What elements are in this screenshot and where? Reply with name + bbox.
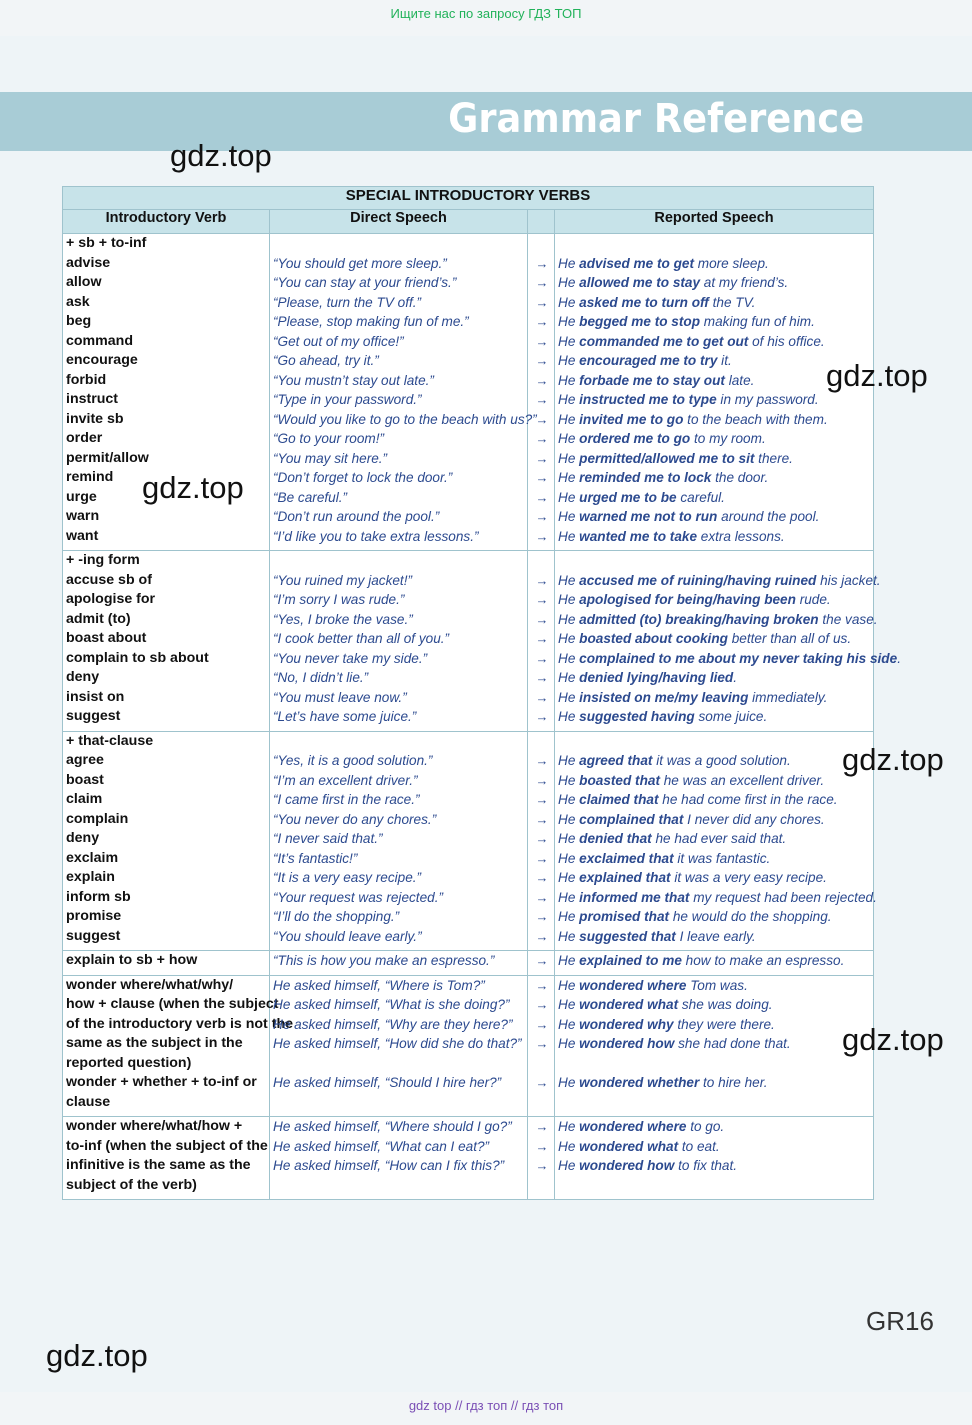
search-hint-link[interactable]: Ищите нас по запросу ГДЗ ТОП [390,6,582,21]
introductory-verb: advise [66,254,111,271]
table-title: SPECIAL INTRODUCTORY VERBS [63,187,874,210]
introductory-verb: deny [66,669,100,685]
reported-speech: He wondered what to eat. [558,1138,720,1154]
banner-title: Grammar Reference [447,96,864,142]
arrow-icon: → [535,689,549,705]
direct-speech: “Go ahead, try it.” [273,353,379,368]
reported-speech: He wondered where Tom was. [558,977,748,993]
arrow-icon: → [535,431,549,446]
reported-speech: He denied lying/having lied. [558,670,738,685]
direct-speech-cell [270,551,528,732]
arrow-icon: → [535,928,549,944]
reported-speech: He asked me to turn off the TV. [558,294,756,310]
arrow-cell [528,551,555,732]
arrow-icon: → [535,489,549,505]
direct-speech: “You never take my side.” [273,650,428,666]
reported-speech: He complained that I never did any chores. [558,811,825,827]
arrow-icon: → [535,592,549,607]
arrow-icon: → [535,831,549,846]
column-header-introductory-verb: Introductory Verb [63,210,270,234]
arrow-icon: → [535,772,549,788]
introductory-verb: order [66,430,103,446]
arrow-icon: → [535,314,549,329]
reported-speech: He informed me that my request had been rejected. [558,889,877,905]
direct-speech: “Get out of my office!” [273,333,404,349]
watermark: gdz.top [170,138,272,173]
table-section-row [63,1117,874,1200]
introductory-verb: suggest [66,927,121,944]
reported-speech: He instructed me to type in my password. [558,392,819,407]
introductory-verb-note: how + clause (when the subject [66,996,279,1012]
introductory-verb: warn [66,508,100,524]
direct-speech-cell [270,731,528,951]
arrow-icon: → [535,611,549,627]
direct-speech: He asked himself, “Why are they here?” [273,1016,513,1032]
arrow-icon: → [535,1138,549,1154]
introductory-verb: apologise for [66,591,156,607]
arrow-icon: → [535,650,549,666]
arrow-icon: → [535,1158,549,1173]
introductory-verb: explain [66,869,115,885]
page-number: GR16 [866,1306,934,1336]
direct-speech: He asked himself, “Should I hire her?” [273,1075,502,1090]
arrow-icon: → [535,392,549,407]
introductory-verb: complain to sb about [66,649,209,666]
direct-speech: “You ruined my jacket!” [273,572,413,588]
reported-speech: He ordered me to go to my room. [558,431,766,446]
direct-speech: “I cook better than all of you.” [273,631,450,646]
introductory-verb: urge [66,488,97,505]
section-heading: + -ing form [66,552,140,568]
introductory-verb: ask [66,293,90,310]
arrow-icon: → [535,275,549,290]
introductory-verb-cell [63,951,270,976]
footer-links[interactable]: gdz top // гдз топ // гдз топ [408,1398,564,1413]
reported-speech: He urged me to be careful. [558,489,725,505]
introductory-verb: beg [66,313,92,329]
watermark: gdz.top [826,358,928,393]
table-section-row [63,975,874,1117]
reported-speech: He suggested having some juice. [558,709,768,724]
watermark: gdz.top [842,742,944,777]
arrow-cell [528,731,555,951]
reported-speech: He explained that it was a very easy recipe. [558,870,827,885]
arrow-icon: → [535,709,549,724]
direct-speech: He asked himself, “How did she do that?” [273,1036,522,1051]
introductory-verb: command [66,332,134,349]
introductory-verb: allow [66,274,102,290]
direct-speech: “Don’t run around the pool.” [273,509,440,524]
reported-speech: He explained to me how to make an espresso. [558,953,845,968]
arrow-cell [528,234,555,551]
reported-speech: He begged me to stop making fun of him. [558,314,815,329]
introductory-verb: agree [66,752,104,768]
introductory-verb-note: of the introductory verb is not the [66,1015,294,1032]
direct-speech: “I’m an excellent driver.” [273,772,418,788]
direct-speech: He asked himself, “Where is Tom?” [273,977,485,993]
introductory-verb-note: reported question) [66,1054,192,1071]
arrow-icon: → [535,811,549,827]
direct-speech: “Please, turn the TV off.” [273,294,422,310]
introductory-verb: boast about [66,630,147,646]
introductory-verb: want [66,527,99,544]
reported-speech: He apologised for being/having been rude. [558,592,831,607]
introductory-verb: exclaim [66,849,119,866]
direct-speech: “Your request was rejected.” [273,889,444,905]
arrow-icon: → [535,372,549,388]
reported-speech: He denied that he had ever said that. [558,831,787,846]
introductory-verb-cell [63,1117,270,1200]
direct-speech: “Yes, it is a good solution.” [273,753,433,768]
reported-speech: He forbade me to stay out late. [558,372,755,388]
reported-speech [558,1054,870,1074]
watermark: gdz.top [46,1338,148,1373]
introductory-verb: encourage [66,352,138,368]
introductory-verb: admit (to) [66,610,131,627]
direct-speech: He asked himself, “Where should I go?” [273,1119,512,1134]
direct-speech: He asked himself, “How can I fix this?” [273,1158,505,1173]
direct-speech: “Type in your password.” [273,392,422,407]
introductory-verb-note: same as the subject in the [66,1035,243,1051]
direct-speech: “You mustn’t stay out late.” [273,372,434,388]
introductory-verb-cell [63,975,294,1117]
reported-speech: He wondered where to go. [558,1119,725,1134]
reported-speech: He accused me of ruining/having ruined his jacket. [558,572,881,588]
direct-speech: “I came first in the race.” [273,792,420,807]
reported-speech-cell [555,551,901,732]
direct-speech: “It’s fantastic!” [273,850,358,866]
direct-speech: “Yes, I broke the vase.” [273,611,413,627]
direct-speech: “I never said that.” [273,831,383,846]
arrow-icon: → [535,870,549,885]
watermark: gdz.top [842,1022,944,1057]
arrow-icon: → [535,1119,549,1134]
reported-speech: He warned me not to run around the pool. [558,509,820,524]
arrow-icon: → [535,450,549,466]
direct-speech: “No, I didn’t lie.” [273,670,369,685]
introductory-verb-note: clause [66,1093,111,1110]
introductory-verb-cell [63,551,270,732]
table-section-row [63,731,874,951]
direct-speech: “Don’t forget to lock the door.” [273,470,453,485]
arrow-icon: → [535,889,549,905]
arrow-icon: → [535,850,549,866]
reported-speech: He wondered why they were there. [558,1016,775,1032]
direct-speech-cell [270,234,537,551]
direct-speech: “You can stay at your friend’s.” [273,275,457,290]
direct-speech: “You should leave early.” [273,928,422,944]
direct-speech-cell [270,975,528,1117]
introductory-verb-note: wonder + whether + to-inf or [66,1074,257,1090]
direct-speech: “It is a very easy recipe.” [273,870,422,885]
introductory-verb: claim [66,791,103,807]
introductory-verb: invite sb [66,410,124,427]
direct-speech: “Let’s have some juice.” [273,709,417,724]
introductory-verb-note: subject of the verb) [66,1176,197,1193]
arrow-icon: → [535,953,549,968]
arrow-icon: → [535,528,549,544]
direct-speech [273,1054,524,1074]
direct-speech-cell [270,1117,528,1200]
reported-speech: He agreed that it was a good solution. [558,753,791,768]
arrow-icon: → [535,353,549,368]
arrow-cell [528,951,555,976]
introductory-verb: instruct [66,391,119,407]
watermark: gdz.top [142,470,244,505]
arrow-icon: → [535,909,549,924]
direct-speech: “Go to your room!” [273,431,385,446]
arrow-icon: → [535,977,549,993]
table-header-row [63,210,874,234]
direct-speech: “I’ll do the shopping.” [273,909,400,924]
direct-speech: “Please, stop making fun of me.” [273,314,469,329]
direct-speech: “You never do any chores.” [273,811,437,827]
section-heading: + sb + to-inf [66,235,147,251]
reported-speech: He suggested that I leave early. [558,928,756,944]
reported-speech: He invited me to go to the beach with them. [558,411,828,427]
reported-speech: He advised me to get more sleep. [558,255,769,271]
arrow-icon: → [535,631,549,646]
reported-speech: He boasted that he was an excellent driver. [558,772,825,788]
arrow-icon: → [535,333,549,349]
reported-speech-cell [555,1117,874,1200]
introductory-verb: insist on [66,688,125,705]
arrow-icon: → [535,294,549,310]
reported-speech: He wanted me to take extra lessons. [558,528,785,544]
arrow-icon: → [535,470,549,485]
introductory-verb-note: wonder where/what/why/ [66,976,234,993]
arrow-icon: → [535,1036,549,1051]
introductory-verb: suggest [66,708,121,724]
reported-speech: He wondered how to fix that. [558,1158,738,1173]
arrow-icon: → [535,997,549,1012]
table-section-row [63,951,874,976]
introductory-verb: explain to sb + how [66,952,198,968]
reported-speech: He wondered whether to hire her. [558,1075,768,1090]
introductory-verb: complain [66,810,129,827]
arrow-icon: → [535,753,549,768]
introductory-verb: inform sb [66,888,131,905]
introductory-verb-note: to-inf (when the subject of the [66,1137,268,1154]
arrow-icon: → [535,255,549,271]
direct-speech: “Would you like to go to the beach with us?” [273,411,537,427]
reported-speech: He wondered how she had done that. [558,1036,791,1051]
direct-speech: “Be careful.” [273,489,348,505]
arrow-icon: → [535,792,549,807]
direct-speech: “You may sit here.” [273,450,388,466]
direct-speech: “You must leave now.” [273,689,407,705]
introductory-verb: promise [66,908,122,924]
arrow-icon: → [535,572,549,588]
reported-speech: He commanded me to get out of his office. [558,333,825,349]
column-header-reported-speech: Reported Speech [555,210,874,234]
arrow-icon: → [535,411,549,427]
reported-speech: He promised that he would do the shopping. [558,909,832,924]
direct-speech: He asked himself, “What is she doing?” [273,997,510,1012]
introductory-verb: remind [66,469,114,485]
reported-speech: He insisted on me/my leaving immediately. [558,689,828,705]
introductory-verb: permit/allow [66,449,149,466]
introductory-verb: deny [66,830,100,846]
reported-speech-cell [555,951,874,976]
introductory-verb: forbid [66,371,107,388]
arrow-icon: → [535,1016,549,1032]
reported-speech: He complained to me about my never taking his side. [558,650,901,666]
direct-speech: He asked himself, “What can I eat?” [273,1138,490,1154]
direct-speech: “I’d like you to take extra lessons.” [273,528,479,544]
reported-speech: He encouraged me to try it. [558,353,732,368]
arrow-icon: → [535,509,549,524]
direct-speech: “This is how you make an espresso.” [273,953,495,968]
introductory-verb-note: wonder where/what/how + [66,1118,243,1134]
reported-speech: He permitted/allowed me to sit there. [558,450,793,466]
direct-speech: “You should get more sleep.” [273,255,447,271]
introductory-verb-note: infinitive is the same as the [66,1157,251,1173]
reported-speech-cell [555,975,874,1117]
reported-speech: He allowed me to stay at my friend’s. [558,275,789,290]
direct-speech: “I’m sorry I was rude.” [273,592,405,607]
reported-speech: He claimed that he had come first in the race. [558,792,838,807]
introductory-verb: accuse sb of [66,571,152,588]
reported-speech: He admitted (to) breaking/having broken the vase. [558,611,878,627]
reported-speech-cell [555,731,877,951]
section-banner [0,92,972,151]
column-header-direct-speech: Direct Speech [270,210,528,234]
introductory-verb-cell [63,731,270,951]
table-section-row [63,551,874,732]
column-header-arrow [528,210,555,234]
introductory-verb: boast [66,771,104,788]
direct-speech-cell [270,951,528,976]
reported-speech: He wondered what she was doing. [558,997,773,1012]
reported-speech: He reminded me to lock the door. [558,470,769,485]
arrow-icon [531,1054,551,1074]
section-heading: + that-clause [66,732,154,749]
table-title-row [63,187,874,210]
arrow-icon: → [535,670,549,685]
arrow-cell [528,975,555,1117]
arrow-icon: → [535,1075,549,1090]
arrow-cell [528,1117,555,1200]
reported-speech: He boasted about cooking better than all of us. [558,631,852,646]
reported-speech: He exclaimed that it was fantastic. [558,850,771,866]
